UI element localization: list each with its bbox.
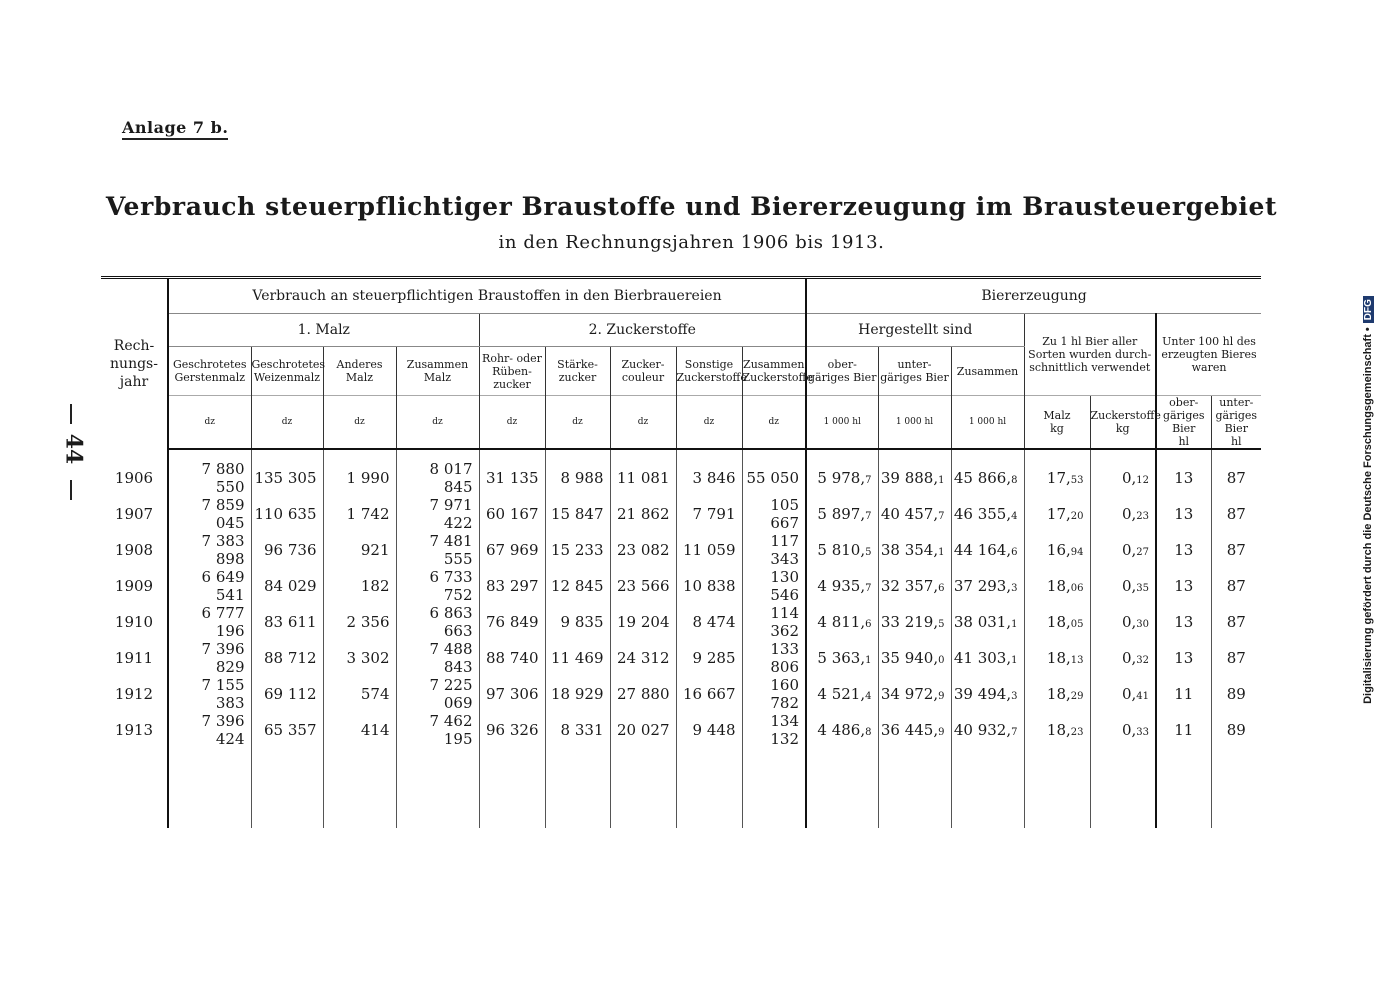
decimal-cell: 46 355,4: [951, 496, 1024, 532]
col-header-top-fermented: ober- gäriges Bier: [806, 347, 878, 396]
value-cell: 67 969: [479, 532, 545, 568]
year-cell: 1910: [101, 604, 168, 640]
value-cell: 160 782: [742, 676, 806, 712]
table-row: [101, 532, 1261, 568]
percent-cell: 89: [1211, 712, 1261, 748]
value-cell: 96 326: [479, 712, 545, 748]
empty-cell: [545, 748, 610, 828]
year-cell: 1906: [101, 449, 168, 496]
subgroup-sugar-header: 2. Zuckerstoffe: [479, 314, 806, 347]
empty-cell: [251, 748, 323, 828]
unit-dz: dz: [479, 396, 545, 450]
value-cell: 27 880: [610, 676, 676, 712]
col-header-top-per-100: ober- gäriges Bier hl: [1156, 396, 1211, 450]
percent-cell: 13: [1156, 449, 1211, 496]
value-cell: 7 880 550: [168, 449, 251, 496]
percent-cell: 13: [1156, 532, 1211, 568]
value-cell: 24 312: [610, 640, 676, 676]
col-header-wheat-malt: Geschrotetes Weizenmalz: [251, 347, 323, 396]
decimal-cell: 0,30: [1090, 604, 1156, 640]
col-header-total-sugar: Zusammen Zuckerstoffe: [742, 347, 806, 396]
value-cell: 16 667: [676, 676, 742, 712]
empty-cell: [323, 748, 396, 828]
value-cell: 6 863 663: [396, 604, 479, 640]
table-filler-row: [101, 748, 1261, 828]
value-cell: 11 081: [610, 449, 676, 496]
unit-dz: dz: [251, 396, 323, 450]
unit-dz: dz: [742, 396, 806, 450]
decimal-cell: 17,53: [1024, 449, 1090, 496]
decimal-cell: 37 293,3: [951, 568, 1024, 604]
value-cell: 7 396 424: [168, 712, 251, 748]
value-cell: 1 742: [323, 496, 396, 532]
value-cell: 88 712: [251, 640, 323, 676]
value-cell: 6 649 541: [168, 568, 251, 604]
decimal-cell: 5 978,7: [806, 449, 878, 496]
decimal-cell: 39 494,3: [951, 676, 1024, 712]
unit-dz: dz: [168, 396, 251, 450]
decimal-cell: 18,06: [1024, 568, 1090, 604]
value-cell: 69 112: [251, 676, 323, 712]
subgroup-per-100hl-header: Unter 100 hl des erzeugten Bieres waren: [1156, 314, 1261, 396]
empty-cell: [742, 748, 806, 828]
year-cell: 1909: [101, 568, 168, 604]
value-cell: 18 929: [545, 676, 610, 712]
year-column-header: Rech- nungs- jahr: [101, 278, 168, 450]
decimal-cell: 38 031,1: [951, 604, 1024, 640]
value-cell: 135 305: [251, 449, 323, 496]
empty-cell: [806, 748, 878, 828]
decimal-cell: 38 354,1: [878, 532, 951, 568]
subgroup-malt-header: 1. Malz: [168, 314, 479, 347]
page-subtitle: in den Rechnungsjahren 1906 bis 1913.: [498, 232, 885, 253]
decimal-cell: 45 866,8: [951, 449, 1024, 496]
value-cell: 55 050: [742, 449, 806, 496]
col-header-starch-sugar: Stärke- zucker: [545, 347, 610, 396]
group-consumption-header: Verbrauch an steuerpflichtigen Braustoffen in den Bierbrauereien: [168, 278, 806, 314]
decimal-cell: 18,23: [1024, 712, 1090, 748]
decimal-cell: 34 972,9: [878, 676, 951, 712]
percent-cell: 13: [1156, 640, 1211, 676]
percent-cell: 87: [1211, 532, 1261, 568]
value-cell: 15 847: [545, 496, 610, 532]
decimal-cell: 39 888,1: [878, 449, 951, 496]
table-row: [101, 712, 1261, 748]
decimal-cell: 5 897,7: [806, 496, 878, 532]
empty-cell: [168, 748, 251, 828]
value-cell: 6 777 196: [168, 604, 251, 640]
value-cell: 97 306: [479, 676, 545, 712]
col-header-cane-beet-sugar: Rohr- oder Rüben- zucker: [479, 347, 545, 396]
table-row: [101, 676, 1261, 712]
value-cell: 83 611: [251, 604, 323, 640]
percent-cell: 87: [1211, 496, 1261, 532]
decimal-cell: 32 357,6: [878, 568, 951, 604]
decimal-cell: 44 164,6: [951, 532, 1024, 568]
decimal-cell: 41 303,1: [951, 640, 1024, 676]
decimal-cell: 4 521,4: [806, 676, 878, 712]
value-cell: 7 155 383: [168, 676, 251, 712]
value-cell: 7 488 843: [396, 640, 479, 676]
decimal-cell: 0,32: [1090, 640, 1156, 676]
col-header-malt-per-hl: Malz kg: [1024, 396, 1090, 450]
year-cell: 1911: [101, 640, 168, 676]
col-header-sugar-per-hl: Zuckerstoffe kg: [1090, 396, 1156, 450]
unit-1000hl: 1 000 hl: [878, 396, 951, 450]
value-cell: 921: [323, 532, 396, 568]
subgroup-per-hl-header: Zu 1 hl Bier aller Sorten wurden durch-schnittlich verwendet: [1024, 314, 1156, 396]
table-row: [101, 449, 1261, 496]
decimal-cell: 40 457,7: [878, 496, 951, 532]
value-cell: 19 204: [610, 604, 676, 640]
value-cell: 574: [323, 676, 396, 712]
value-cell: 9 448: [676, 712, 742, 748]
subgroup-produced-header: Hergestellt sind: [806, 314, 1024, 347]
percent-cell: 13: [1156, 604, 1211, 640]
annex-label: Anlage 7 b.: [122, 118, 228, 140]
decimal-cell: 0,41: [1090, 676, 1156, 712]
empty-cell: [1156, 748, 1211, 828]
decimal-cell: 4 811,6: [806, 604, 878, 640]
year-cell: 1908: [101, 532, 168, 568]
empty-cell: [878, 748, 951, 828]
value-cell: 117 343: [742, 532, 806, 568]
value-cell: 8 474: [676, 604, 742, 640]
percent-cell: 13: [1156, 496, 1211, 532]
page-number: 44: [60, 433, 87, 465]
digitization-note: [1362, 50, 1376, 950]
decimal-cell: 0,33: [1090, 712, 1156, 748]
value-cell: 11 059: [676, 532, 742, 568]
table-header: [101, 278, 1261, 450]
value-cell: 7 462 195: [396, 712, 479, 748]
value-cell: 12 845: [545, 568, 610, 604]
percent-cell: 87: [1211, 568, 1261, 604]
value-cell: 414: [323, 712, 396, 748]
year-cell: 1913: [101, 712, 168, 748]
table-row: [101, 640, 1261, 676]
empty-cell: [101, 748, 168, 828]
value-cell: 1 990: [323, 449, 396, 496]
value-cell: 8 017 845: [396, 449, 479, 496]
value-cell: 3 846: [676, 449, 742, 496]
decimal-cell: 0,35: [1090, 568, 1156, 604]
value-cell: 96 736: [251, 532, 323, 568]
decimal-cell: 18,05: [1024, 604, 1090, 640]
empty-cell: [610, 748, 676, 828]
value-cell: 88 740: [479, 640, 545, 676]
unit-dz: dz: [545, 396, 610, 450]
value-cell: 23 082: [610, 532, 676, 568]
value-cell: 15 233: [545, 532, 610, 568]
value-cell: 133 806: [742, 640, 806, 676]
year-cell: 1907: [101, 496, 168, 532]
group-beer-production-header: Biererzeugung: [806, 278, 1261, 314]
empty-cell: [676, 748, 742, 828]
col-header-barley-malt: Geschrotetes Gerstenmalz: [168, 347, 251, 396]
value-cell: 23 566: [610, 568, 676, 604]
value-cell: 7 383 898: [168, 532, 251, 568]
value-cell: 105 667: [742, 496, 806, 532]
decimal-cell: 40 932,7: [951, 712, 1024, 748]
empty-cell: [479, 748, 545, 828]
value-cell: 31 135: [479, 449, 545, 496]
decimal-cell: 5 363,1: [806, 640, 878, 676]
margin-dash-bottom: [70, 480, 72, 500]
value-cell: 20 027: [610, 712, 676, 748]
col-header-total-malt: Zusammen Malz: [396, 347, 479, 396]
decimal-cell: 5 810,5: [806, 532, 878, 568]
table-row: [101, 496, 1261, 532]
value-cell: 65 357: [251, 712, 323, 748]
col-header-total-beer: Zusammen: [951, 347, 1024, 396]
decimal-cell: 4 935,7: [806, 568, 878, 604]
percent-cell: 13: [1156, 568, 1211, 604]
decimal-cell: 0,27: [1090, 532, 1156, 568]
dfg-logo: DFG: [1363, 296, 1374, 323]
empty-cell: [1211, 748, 1261, 828]
value-cell: 3 302: [323, 640, 396, 676]
percent-cell: 11: [1156, 676, 1211, 712]
col-header-sugar-color: Zucker- couleur: [610, 347, 676, 396]
value-cell: 60 167: [479, 496, 545, 532]
value-cell: 8 988: [545, 449, 610, 496]
unit-1000hl: 1 000 hl: [806, 396, 878, 450]
table-row: [101, 604, 1261, 640]
percent-cell: 11: [1156, 712, 1211, 748]
col-header-bottom-fermented: unter- gäriges Bier: [878, 347, 951, 396]
value-cell: 83 297: [479, 568, 545, 604]
value-cell: 76 849: [479, 604, 545, 640]
page-title: Verbrauch steuerpflichtiger Braustoffe und Biererzeugung im Brausteuergebiet: [105, 192, 1278, 221]
value-cell: 182: [323, 568, 396, 604]
col-header-other-malt: Anderes Malz: [323, 347, 396, 396]
table-body: [101, 449, 1261, 828]
decimal-cell: 36 445,9: [878, 712, 951, 748]
value-cell: 2 356: [323, 604, 396, 640]
value-cell: 7 481 555: [396, 532, 479, 568]
digitization-text: Digitalisierung gefördert durch die Deutsche Forschungsgemeinschaft •: [1362, 327, 1374, 704]
percent-cell: 87: [1211, 449, 1261, 496]
unit-1000hl: 1 000 hl: [951, 396, 1024, 450]
value-cell: 11 469: [545, 640, 610, 676]
decimal-cell: 18,13: [1024, 640, 1090, 676]
value-cell: 134 132: [742, 712, 806, 748]
value-cell: 7 225 069: [396, 676, 479, 712]
value-cell: 8 331: [545, 712, 610, 748]
decimal-cell: 33 219,5: [878, 604, 951, 640]
value-cell: 10 838: [676, 568, 742, 604]
value-cell: 84 029: [251, 568, 323, 604]
empty-cell: [396, 748, 479, 828]
table-row: [101, 568, 1261, 604]
value-cell: 9 285: [676, 640, 742, 676]
percent-cell: 87: [1211, 640, 1261, 676]
decimal-cell: 0,23: [1090, 496, 1156, 532]
statistics-table: [101, 276, 1261, 828]
decimal-cell: 16,94: [1024, 532, 1090, 568]
value-cell: 21 862: [610, 496, 676, 532]
margin-dash-top: [70, 404, 72, 424]
value-cell: 114 362: [742, 604, 806, 640]
value-cell: 130 546: [742, 568, 806, 604]
value-cell: 7 859 045: [168, 496, 251, 532]
decimal-cell: 18,29: [1024, 676, 1090, 712]
decimal-cell: 17,20: [1024, 496, 1090, 532]
value-cell: 7 791: [676, 496, 742, 532]
value-cell: 7 396 829: [168, 640, 251, 676]
value-cell: 110 635: [251, 496, 323, 532]
value-cell: 6 733 752: [396, 568, 479, 604]
decimal-cell: 0,12: [1090, 449, 1156, 496]
unit-dz: dz: [323, 396, 396, 450]
col-header-other-sugar: Sonstige Zuckerstoffe: [676, 347, 742, 396]
decimal-cell: 35 940,0: [878, 640, 951, 676]
percent-cell: 87: [1211, 604, 1261, 640]
unit-dz: dz: [396, 396, 479, 450]
empty-cell: [1090, 748, 1156, 828]
percent-cell: 89: [1211, 676, 1261, 712]
year-cell: 1912: [101, 676, 168, 712]
unit-dz: dz: [676, 396, 742, 450]
empty-cell: [1024, 748, 1090, 828]
decimal-cell: 4 486,8: [806, 712, 878, 748]
value-cell: 9 835: [545, 604, 610, 640]
col-header-bottom-per-100: unter- gäriges Bier hl: [1211, 396, 1261, 450]
empty-cell: [951, 748, 1024, 828]
value-cell: 7 971 422: [396, 496, 479, 532]
unit-dz: dz: [610, 396, 676, 450]
